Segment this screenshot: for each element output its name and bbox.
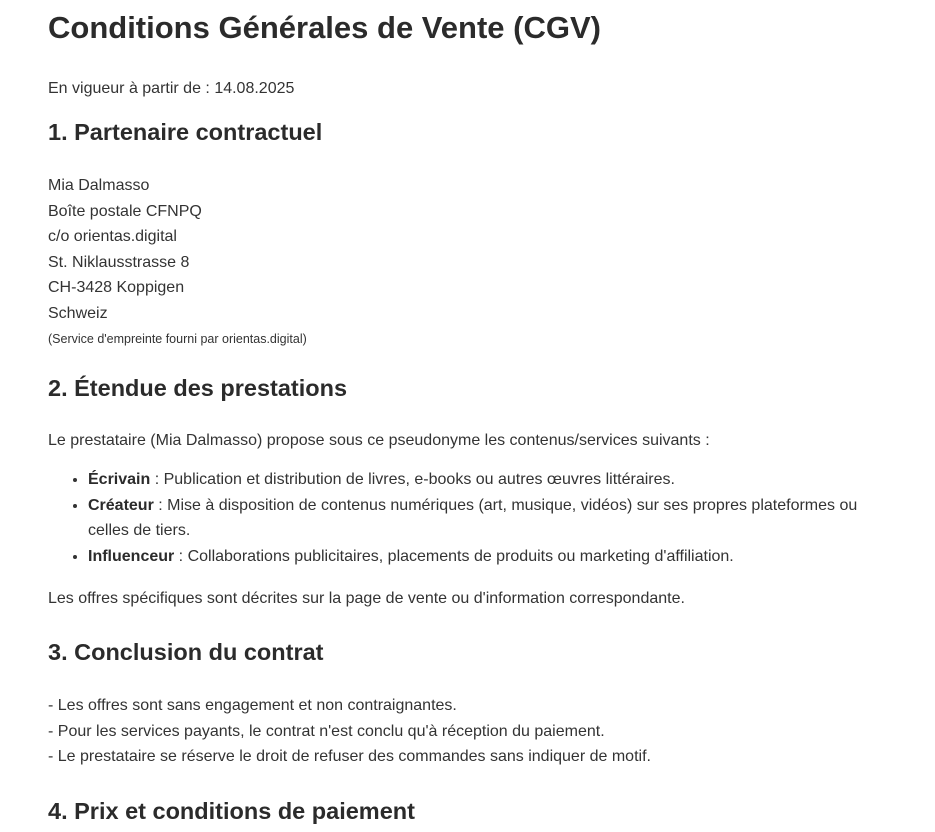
services-intro: Le prestataire (Mia Dalmasso) propose sous ce pseudonyme les contenus/services suivants : [48, 431, 710, 449]
list-item [88, 493, 887, 544]
services-list [48, 467, 887, 569]
address-city: CH-3428 Koppigen [48, 279, 185, 297]
service-desc: : Mise à disposition de contenus numériques (art, musique, vidéos) sur ses propres plateformes ou celles de tiers. [88, 496, 858, 540]
section-heading: 4. Prix et conditions de paiement [48, 797, 415, 824]
address-block [48, 173, 887, 349]
service-term: Créateur [88, 496, 154, 514]
list-item [88, 544, 887, 570]
service-term: Influenceur [88, 547, 175, 565]
services-outro: Les offres spécifiques sont décrites sur la page de vente ou d'information correspondante. [48, 589, 685, 607]
section-contract-partner [48, 118, 887, 349]
section-contract-conclusion [48, 638, 887, 770]
service-term: Écrivain [88, 471, 151, 489]
address-country: Schweiz [48, 304, 108, 322]
section-scope-of-services [48, 374, 887, 612]
service-desc: : Collaborations publicitaires, placements de produits ou marketing d'affiliation. [174, 547, 734, 565]
section-heading: 2. Étendue des prestations [48, 374, 348, 401]
address-street: St. Niklausstrasse 8 [48, 253, 190, 271]
section-heading: 3. Conclusion du contrat [48, 639, 324, 666]
section-prices-payment [48, 797, 887, 825]
address-po-box: Boîte postale CFNPQ [48, 202, 202, 220]
page-title: Conditions Générales de Vente (CGV) [48, 10, 601, 45]
effective-date: En vigueur à partir de : 14.08.2025 [48, 80, 295, 97]
section-heading: 1. Partenaire contractuel [48, 119, 323, 145]
conclusion-line: - Pour les services payants, le contrat n'est conclu qu'à réception du paiement. [48, 722, 605, 740]
conclusion-line: - Le prestataire se réserve le droit de refuser des commandes sans indiquer de motif. [48, 748, 651, 766]
service-desc: : Publication et distribution de livres, e-books ou autres œuvres littéraires. [150, 471, 675, 489]
list-item [88, 467, 887, 493]
conclusion-line: - Les offres sont sans engagement et non contraignantes. [48, 697, 457, 715]
address-note: (Service d'empreinte fourni par orientas.digital) [48, 331, 307, 346]
conclusion-lines [48, 693, 887, 770]
address-name: Mia Dalmasso [48, 177, 150, 194]
address-care-of: c/o orientas.digital [48, 228, 177, 246]
